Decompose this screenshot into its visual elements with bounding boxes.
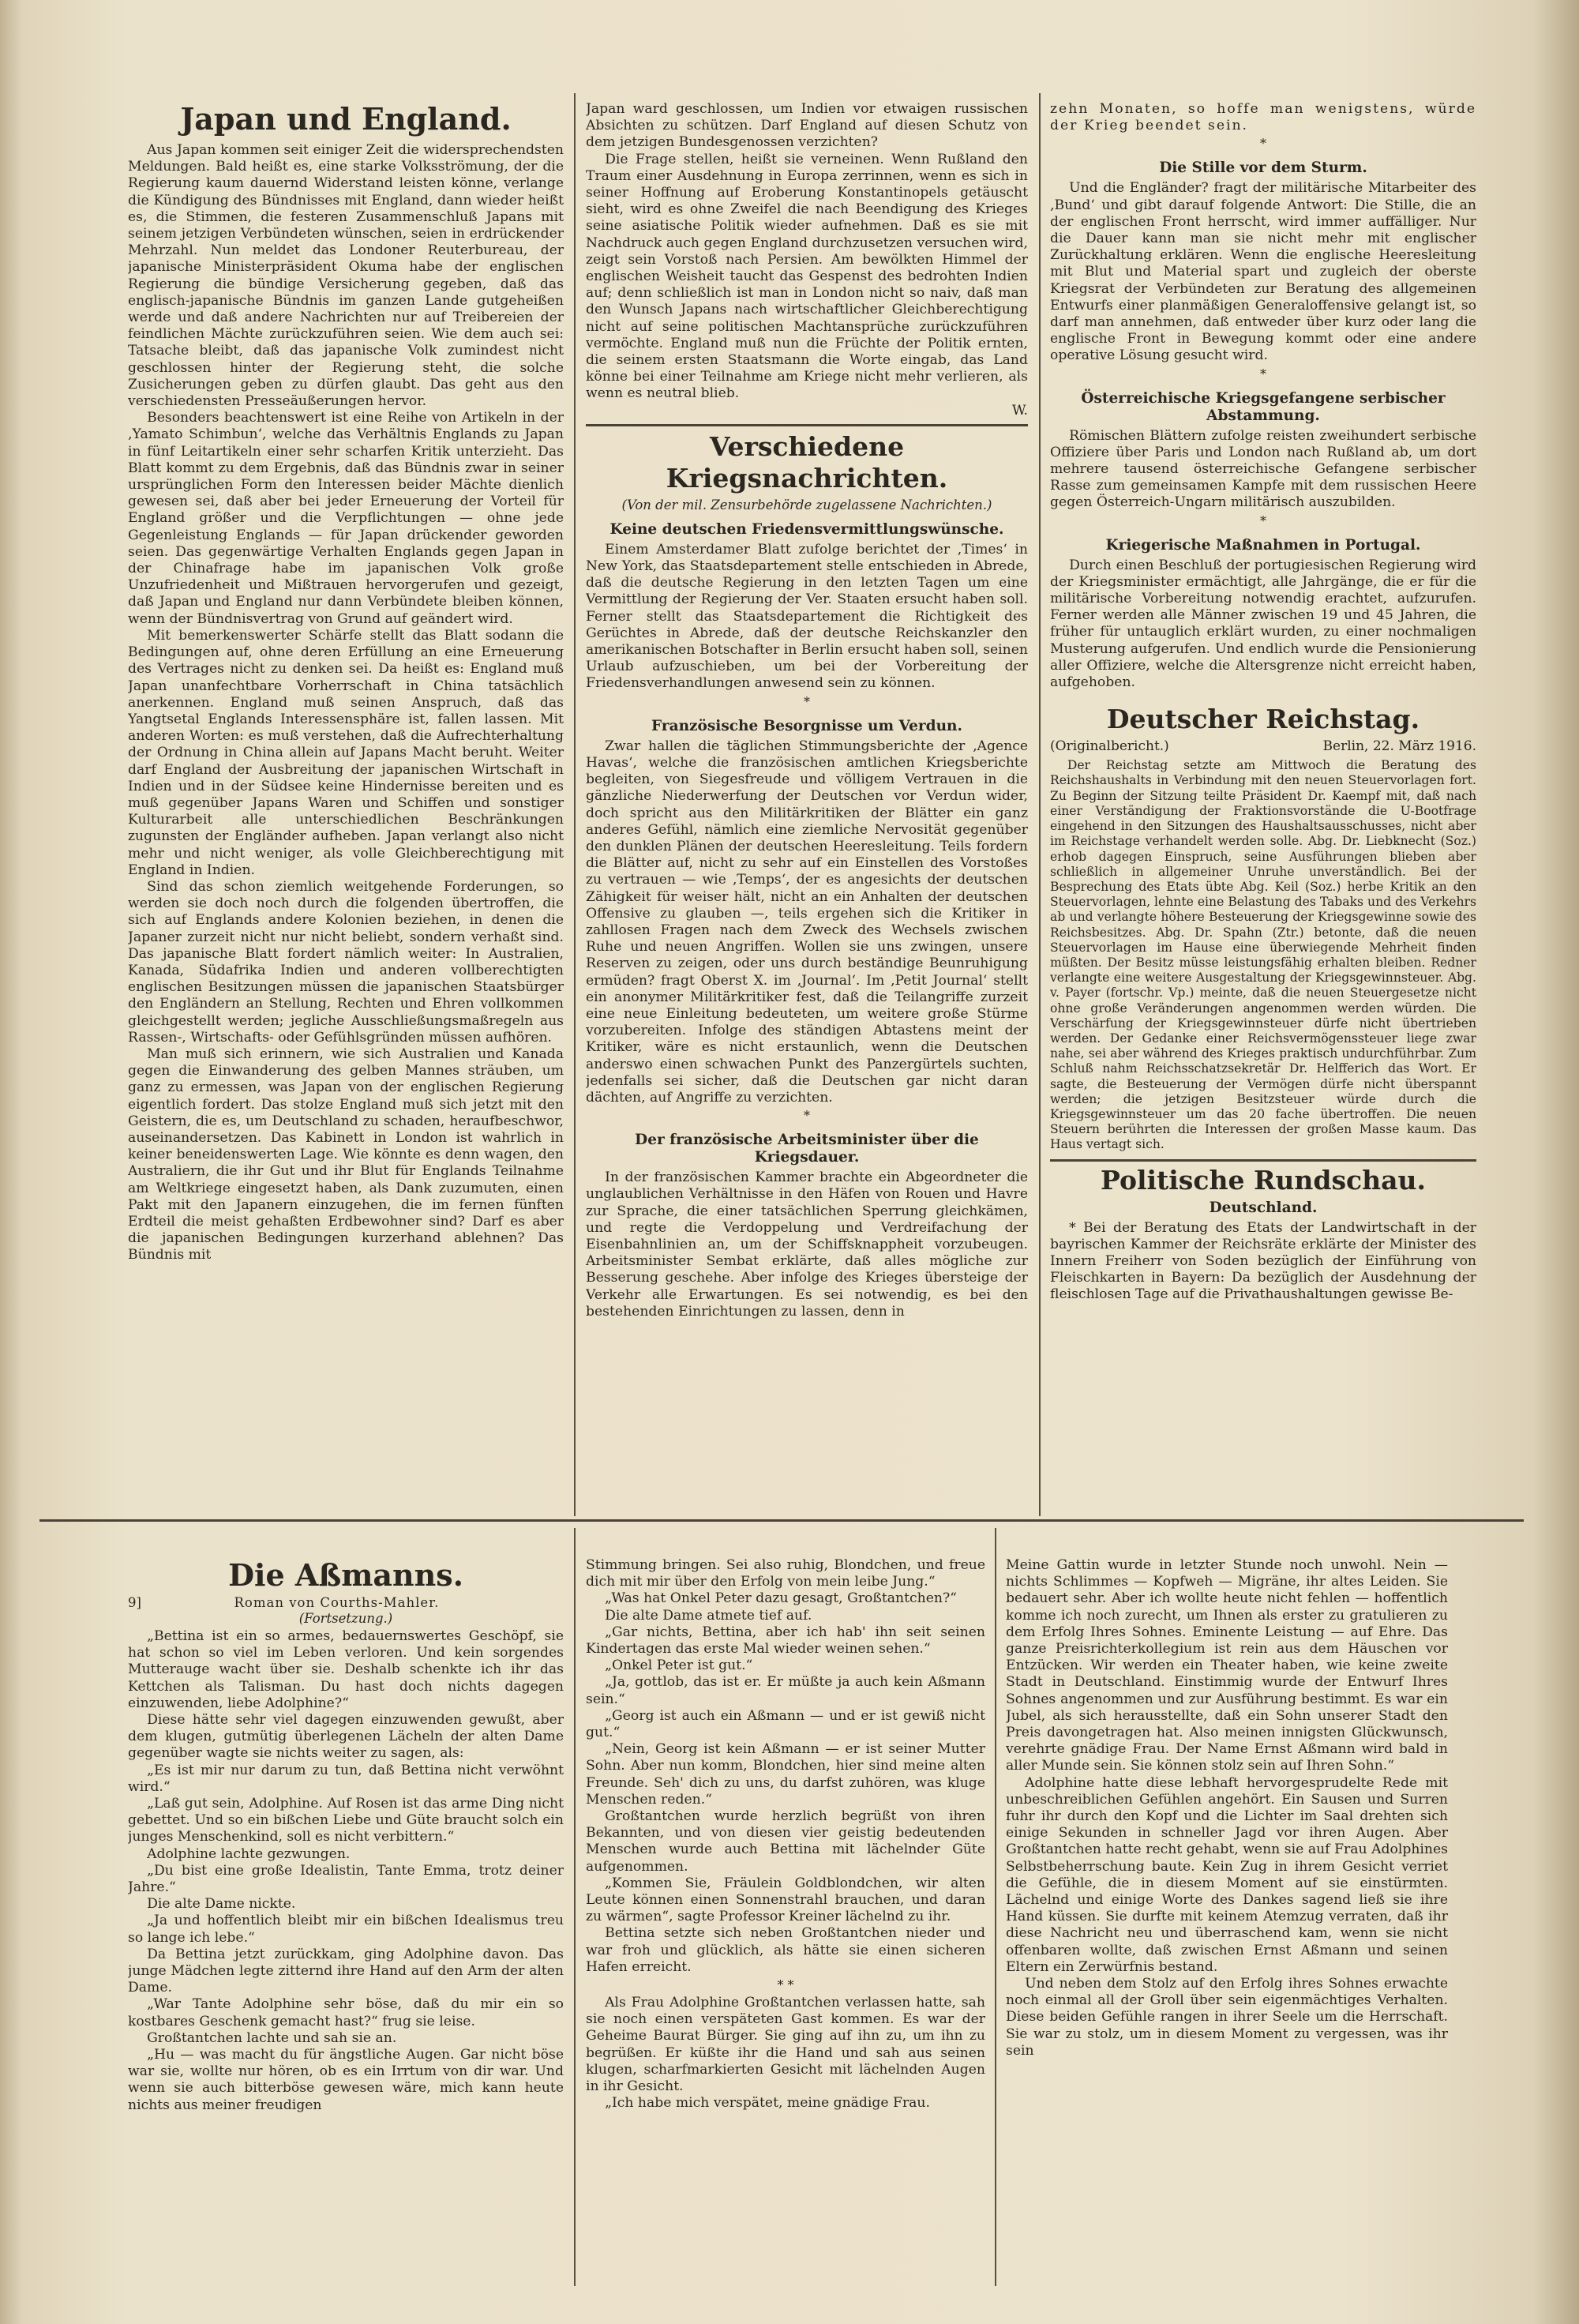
article-paragraph: Besonders beachtenswert ist eine Reihe von Artikeln in der ‚Yamato Schimbun‘, welche das Verhältnis Englands zu Japan in fünf Leitartikeln einer sehr scharfen Kritik unterzieht. Das Blatt kommt zu dem Ergebnis, daß das Bündnis zwar in seiner ursprünglichen Form den Interessen beider Mächte dienlich gewesen sei, daß aber bei jeder Erneuerung der Vorteil für England größer und die Verpflichtungen — ohne jede Gegenleistung Englands — für Japan drückender geworden seien. Das gegenwärtige Verhalten Englands gegen Japan in der Chinafrage habe im japanischen Volk große Unzufriedenheit und Mißtrauen hervorgerufen und gezeigt, daß Japan und England nur dann Verbündete bleiben können, wenn der Bündnisvertrag von Grund auf geändert wird. — [128, 410, 564, 627]
article-paragraph: Zwar hallen die täglichen Stimmungsberichte der ‚Agence Havas‘, welche die französischen amtlichen Kriegsberichte begleiten, von Siegesfreude und völligem Vertrauen in die gänzliche Niederwerfung der Deutschen vor Verdun wider, doch spricht aus den Militärkritiken der Blätter ein ganz anderes Gefühl, nämlich eine ziemliche Nervosität gegenüber den dunklen Plänen der deutschen Heeresleitung. Teils fordern die Blätter auf, nicht zu sehr auf ein Einstellen des Vorstoßes zu vertrauen — wie ‚Temps‘, der es angesichts der deutschen Zähigkeit für weiser hält, nicht an ein Anhalten der deutschen Offensive zu glauben —, teils ergehen sich die Kritiker in zahllosen Fragen nach dem Zweck des Wechsels zwischen Ruhe und neuen Angriffen. Wollen sie uns zwingen, unsere Reserven zu zeigen, oder uns durch beständige Beunruhigung ermüden? fragt Oberst X. im ‚Journal‘. Im ‚Petit Journal‘ stellt ein anonymer Militärkritiker fest, daß die Teilangriffe zurzeit eine neue Einleitung bedeuteten, um weitere große Stürme vorzubereiten. Infolge des ständigen Abtastens meint der Kritiker, wäre es nicht erstaunlich, wenn die Deutschen anderswo einen schwachen Punkt des Panzergürtels suchten, jedenfalls sei sicher, daß die Deutschen gar nicht daran dächten, auf Angriffe zu verzichten. — [586, 738, 1028, 1106]
novel-paragraph: „Nein, Georg ist kein Aßmann — er ist seiner Mutter Sohn. Aber nun komm, Blondchen, hier sind meine alten Freunde. Seh' dich zu uns, du darfst zuhören, was kluge Menschen reden.“ — [586, 1741, 985, 1808]
section-rule — [586, 424, 1028, 426]
separator-stars: * * — [777, 1977, 794, 1993]
separator-star: * — [1260, 512, 1266, 528]
column-japan-england — [128, 101, 564, 1515]
subsection-title: Deutschland. — [1209, 1199, 1318, 1216]
novel-paragraph: „Du bist eine große Idealistin, Tante Emma, trotz deiner Jahre.“ — [128, 1862, 564, 1896]
novel-paragraph: „Ja, gottlob, das ist er. Er müßte ja auch kein Aßmann sein.“ — [586, 1674, 985, 1707]
section-title: Politische Rundschau. — [1101, 1164, 1426, 1196]
separator-star: * — [804, 693, 810, 709]
column-war-news — [586, 101, 1028, 1515]
novel-paragraph: Adolphine lachte gezwungen. — [147, 1845, 351, 1862]
article-paragraph: In der französischen Kammer brachte ein Abgeordneter die unglaublichen Verhältnisse in den Häfen von Rouen und Havre zur Sprache, die einer tatsächlichen Sperrung gleichkämen, und regte die Verdoppelung und Verdreifachung der Eisenbahnlinien an, um der Schiffsknappheit vorzubeugen. Arbeitsminister Sembat erklärte, daß alles mögliche zur Besserung geschehe. Aber infolge des Krieges übersteige der Verkehr alle Erwartungen. Es sei notwendig, es bei den bestehenden Einrichtungen zu lassen, denn in — [586, 1170, 1028, 1320]
feuilleton-rule — [39, 1519, 1524, 1522]
article-paragraph: Japan ward geschlossen, um Indien vor etwaigen russischen Absichten zu schützen. Darf England auf diesen Schutz von dem jetzigen Bundesgenossen verzichten? — [586, 101, 1028, 151]
original-report-note: (Originalbericht.) — [1050, 738, 1169, 755]
novel-header — [128, 1595, 564, 1611]
novel-paragraph: Die alte Dame atmete tief auf. — [605, 1607, 812, 1624]
novel-paragraph: Die alte Dame nickte. — [147, 1896, 296, 1913]
article-paragraph: Durch einen Beschluß der portugiesischen Regierung wird der Kriegsminister ermächtigt, alle Jahrgänge, die er für die militärische Vorbereitung notwendig erachtet, aufzurufen. Ferner werden alle Männer zwischen 19 und 45 Jahren, die früher für untauglich erklärt wurden, zu einer nochmaligen Musterung aufgerufen. Und endlich wurde die Pensionierung aller Offiziere, welche die Altersgrenze nicht erreicht haben, aufgehoben. — [1050, 557, 1476, 691]
column-rule-4 — [995, 1528, 996, 2286]
novel-paragraph: „Es ist mir nur darum zu tun, daß Bettina nicht verwöhnt wird.“ — [128, 1762, 564, 1795]
novel-paragraph: Und neben dem Stolz auf den Erfolg ihres Sohnes erwachte noch einmal all der Groll über sein eigenmächtiges Verhalten. Diese beiden Gefühle rangen in ihrer Seele um die Herrschaft. Sie war zu stolz, um in diesem Moment zu vergessen, was ihr sein — [1006, 1976, 1448, 2059]
article-paragraph: Aus Japan kommen seit einiger Zeit die widersprechendsten Meldungen. Bald heißt es, eine starke Volksströmung, der die Regierung kaum dauernd Widerstand leisten könne, verlange die Kündigung des Bündnisses mit England, dann wieder heißt es, die Stimmen, die festeren Zusammenschluß Japans mit seinem jetzigen Verbündeten wünschen, seien in erdrückender Mehrzahl. Nun meldet das Londoner Reuterbureau, der japanische Ministerpräsident Okuma habe der englischen Regierung die bündige Versicherung gegeben, daß das englisch-japanische Bündnis im ganzen Lande gutgeheißen werde und daß andere Nachrichten nur auf Treibereien der feindlichen Mächte zurückzuführen seien. Wie dem auch sei: Tatsache bleibt, daß das japanische Volk zumindest nicht geschlossen hinter der Regierung steht, die solche Zusicherungen geben zu dürfen glaubt. Das geht aus den verschiedensten Presseäußerungen hervor. — [128, 142, 564, 410]
article-paragraph: Sind das schon ziemlich weitgehende Forderungen, so werden sie doch noch durch die folgenden übertroffen, die sich auf Englands andere Kolonien beziehen, in denen die Japaner zurzeit nicht nur nicht beliebt, sondern verhaßt sind. Das japanische Blatt fordert nämlich weiter: In Australien, Kanada, Südafrika Indien und anderen vollberechtigten englischen Besitzungen müssen die japanischen Staatsbürger den Engländern an Stellung, Rechten und Ehren vollkommen gleichgestellt werden; jegliche Ausschließungsmaßregeln aus Rassen-, Wirtschafts- oder Gefühlsgründen müssen aufhören. — [128, 878, 564, 1046]
novel-column-a — [128, 1557, 564, 2284]
dateline — [1050, 738, 1476, 755]
novel-paragraph: Diese hätte sehr viel dagegen einzuwenden gewußt, aber dem klugen, gutmütig überlegenen Lächeln der alten Dame gegenüber wagte sie nichts weiter zu sagen, als: — [128, 1712, 564, 1762]
novel-paragraph: Bettina setzte sich neben Großtantchen nieder und war froh und glücklich, als hätte sie einen sicheren Hafen erreicht. — [586, 1925, 985, 1975]
novel-column-b — [586, 1557, 985, 2284]
novel-title: Die Aßmanns. — [228, 1557, 463, 1593]
novel-paragraph: Stimmung bringen. Sei also ruhig, Blondchen, und freue dich mit mir über den Erfolg von mein leibe Jung.“ — [586, 1557, 985, 1590]
novel-paragraph: „Gar nichts, Bettina, aber ich hab' ihn seit seinen Kindertagen das erste Mal wieder weinen sehen.“ — [586, 1624, 985, 1658]
separator-star: * — [804, 1108, 810, 1124]
article-title: Keine deutschen Friedensvermittlungswünsche. — [609, 520, 1004, 538]
article-paragraph: Römischen Blättern zufolge reisten zweihundert serbische Offiziere über Paris und London nach Rußland ab, um dort mehrere tausend österreichische Gefangene serbischer Rasse zum gemeinsamen Kampfe mit dem russischen Heere gegen Österreich-Ungarn militärisch auszubilden. — [1050, 427, 1476, 511]
novel-paragraph: Da Bettina jetzt zurückkam, ging Adolphine davon. Das junge Mädchen legte zitternd ihre Hand auf den Arm der alten Dame. — [128, 1946, 564, 1996]
article-paragraph: Mit bemerkenswerter Schärfe stellt das Blatt sodann die Bedingungen auf, ohne deren Erfüllung an eine Erneuerung des Vertrages nicht zu denken sei. Da heißt es: England muß Japan unanfechtbare Vorherrschaft in China tatsächlich anerkennen. England muß seinen Anspruch, daß das Yangtsetal Englands Interessensphäre ist, fallen lassen. Mit anderen Worten: es muß verstehen, daß die Aufrechterhaltung der Ordnung in China allein auf Japans Macht beruht. Weiter darf England der Ausbreitung der japanischen Wirtschaft in Indien und in der Südsee keine Hindernisse bereiten und es muß gegenüber Japans Waren und Schiffen und sonstiger Kulturarbeit alle unterschiedlichen Beschränkungen zugunsten der Engländer aufheben. Japan verlangt also nicht mehr und nicht weniger, als volle Gleichberechtigung mit England in Indien. — [128, 627, 564, 878]
novel-paragraph: Großtantchen wurde herzlich begrüßt von ihren Bekannten, und von diesen vier geistig bedeutenden Menschen wurde auch Bettina mit lächelnder Güte aufgenommen. — [586, 1808, 985, 1875]
article-paragraph: Und die Engländer? fragt der militärische Mitarbeiter des ‚Bund‘ und gibt darauf folgende Antwort: Die Stille, die an der englischen Front herrscht, wird immer auffälliger. Nur die Dauer kann man sie nicht mehr mit englischer Zurückhaltung erklären. Wenn die englische Heeresleitung mit Blut und Material spart und zugleich der oberste Kriegsrat der Verbündeten zur Beratung des allgemeinen Entwurfs einer planmäßigen Generaloffensive gelangt ist, so darf man annehmen, daß entweder über kurz oder lang die englische Front in Bewegung kommt oder eine andere operative Lösung gesucht wird. — [1050, 180, 1476, 364]
article-title: Japan und England. — [180, 101, 512, 137]
article-paragraph: zehn Monaten, so hoffe man wenigstens, würde der Krieg beendet sein. — [1050, 101, 1476, 134]
continuation-note: (Fortsetzung.) — [298, 1611, 393, 1626]
novel-paragraph: „Hu — was macht du für ängstliche Augen. Gar nicht böse war sie, wollte nur hören, ob es ein Irrtum von dir war. Und wenn sie auch bitterböse gewesen wäre, mich kann heute nichts aus meiner freudigen — [128, 2047, 564, 2113]
column-rule-3 — [574, 1528, 576, 2286]
section-note: (Von der mil. Zensurbehörde zugelassene Nachrichten.) — [621, 497, 992, 512]
column-reichstag — [1050, 101, 1476, 1515]
page-shadow-right — [1533, 0, 1579, 2324]
article-title: Französische Besorgnisse um Verdun. — [651, 717, 962, 734]
novel-column-c — [1006, 1557, 1448, 2284]
novel-byline: Roman von Courths-Mahler. — [234, 1595, 440, 1610]
article-title: Österreichische Kriegsgefangene serbischer Abstammung. — [1081, 389, 1446, 424]
section-title: Verschiedene Kriegsnachrichten. — [666, 430, 948, 494]
article-title: Kriegerische Maßnahmen in Portugal. — [1105, 536, 1421, 554]
article-paragraph: Die Frage stellen, heißt sie verneinen. Wenn Rußland den Traum einer Ausdehnung in Europa zerrinnen, wenn es sich in seiner Hoffnung auf Eroberung Konstantinopels getäuscht sieht, wird es ohne Zweifel die nach Beendigung des Krieges seine asiatische Politik wieder aufnehmen. Daß es sie mit Nachdruck auch gegen England durchzusetzen versuchen wird, zeigt sein Vorstoß nach Persien. Am bewölkten Himmel der englischen Weisheit taucht das Gespenst des bedrohten Indien auf; denn schließlich ist man in London nicht so naiv, daß man den Wunsch Japans nach wirtschaftlicher Gleichberechtigung nicht auf seine politischen Machtansprüche zurückzuführen vermöchte. England muß nun die Früchte der Politik ernten, die seinem ersten Staatsmann die Worte eingab, das Land könne bei einer Teilnahme am Kriege nicht mehr verlieren, als wenn es neutral blieb. — [586, 151, 1028, 402]
author-signature: W. — [1011, 402, 1028, 419]
novel-paragraph: „Onkel Peter ist gut.“ — [605, 1658, 753, 1674]
page-shadow-left — [0, 0, 22, 2324]
novel-paragraph: „Ja und hoffentlich bleibt mir ein bißchen Idealismus treu so lange ich lebe.“ — [128, 1913, 564, 1946]
separator-star: * — [1260, 366, 1266, 381]
novel-paragraph: „Bettina ist ein so armes, bedauernswertes Geschöpf, sie hat schon so viel im Leben verloren. Und kein sorgendes Mutterauge wacht über sie. Deshalb schenkte ich ihr das Kettchen als Talisman. Du hast doch nichts dagegen einzuwenden, liebe Adolphine?“ — [128, 1628, 564, 1711]
article-paragraph: Man muß sich erinnern, wie sich Australien und Kanada gegen die Einwanderung des gelben Mannes sträuben, um ganz zu ermessen, was Japan von der englischen Regierung eigentlich fordert. Das stolze England muß sich jetzt mit den Geistern, die es, um Deutschland zu schaden, heraufbeschwor, auseinandersetzen. Das Kabinett in London ist wahrlich in keiner beneidenswerten Lage. Wie könnte es denn wagen, den Australiern, die ihr Gut und ihr Blut für Englands Teilnahme am Weltkriege eingesetzt haben, als Dank zuzumuten, einen Pakt mit den Japanern einzugehen, die im fernen fünften Erdteil die meist gehaßten Erdbewohner sind? Darf es aber die japanischen Bedingungen kurzerhand ablehnen? Das Bündnis mit — [128, 1046, 564, 1263]
novel-paragraph: „Georg ist auch ein Aßmann — und er ist gewiß nicht gut.“ — [586, 1707, 985, 1741]
section-title: Deutscher Reichstag. — [1106, 704, 1420, 735]
novel-paragraph: „War Tante Adolphine sehr böse, daß du mir ein so kostbares Geschenk gemacht hast?“ frug sie leise. — [128, 1996, 564, 2029]
novel-paragraph: „Laß gut sein, Adolphine. Auf Rosen ist das arme Ding nicht gebettet. Und so ein bißchen Liebe und Güte braucht solch ein junges Menschenkind, soll es nicht verbittern.“ — [128, 1796, 564, 1845]
article-paragraph: Der Reichstag setzte am Mittwoch die Beratung des Reichshaushalts in Verbindung mit den neuen Steuervorlagen fort. Zu Beginn der Sitzung teilte Präsident Dr. Kaempf mit, daß nach einer Verständigung der Fraktionsvorstände die U-Bootfrage eingehend in den Sitzungen des Haushaltsausschusses, nicht aber im Reichstage verhandelt werden solle. Abg. Dr. Liebknecht (Soz.) erhob dagegen Einspruch, seine Ausführungen blieben aber schließlich in allgemeiner Unruhe unverständlich. Bei der Besprechung des Etats übte Abg. Keil (Soz.) herbe Kritik an den Steuervorlagen, lehnte eine Belastung des Tabaks und des Verkehrs ab und verlangte höhere Besteuerung der Kriegsgewinne sowie des Reichsbesitzes. Abg. Dr. Spahn (Ztr.) betonte, daß die neuen Steuervorlagen im Hause eine überwiegende Mehrheit finden müßten. Der Besitz müsse leistungsfähig erhalten bleiben. Redner verlangte eine weitere Ausgestaltung der Kriegsgewinnsteuer. Abg. v. Payer (fortschr. Vp.) meinte, daß die neuen Steuergesetze nicht ohne große Veränderungen angenommen werden würden. Die Verschärfung der Kriegsgewinnsteuer dürfe nicht übertrieben werden. Der Gedanke einer Reichsvermögenssteuer liege zwar nahe, sei aber während des Krieges praktisch undurchführbar. Zum Schluß nahm Reichsschatzsekretär Dr. Helfferich das Wort. Er sagte, die Besteuerung der Vermögen dürfe nicht überspannt werden; die jetzigen Besitzsteuer würde durch die Kriegsgewinnsteuer um das 20 fache übertroffen. Die neuen Steuern berührten die Interessen der großen Masse kaum. Das Haus vertagt sich. — [1050, 758, 1476, 1152]
column-rule-1 — [574, 93, 576, 1516]
novel-paragraph: Als Frau Adolphine Großtantchen verlassen hatte, sah sie noch einen verspäteten Gast kommen. Es war der Geheime Baurat Bürger. Sie ging auf ihn zu, um ihn zu begrüßen. Er küßte ihr die Hand und sah aus seinen klugen, scharfmarkierten Gesicht mit lächelnden Augen in ihr Gesicht. — [586, 1995, 985, 2095]
novel-paragraph: „Kommen Sie, Fräulein Goldblondchen, wir alten Leute können einen Sonnenstrahl brauchen, und daran zu wärmen“, sagte Professor Kreiner lächelnd zu ihr. — [586, 1875, 985, 1925]
article-title: Die Stille vor dem Sturm. — [1159, 160, 1367, 177]
section-rule — [1050, 1159, 1476, 1162]
article-paragraph: Einem Amsterdamer Blatt zufolge berichtet der ‚Times‘ in New York, das Staatsdepartement stelle entschieden in Abrede, daß die deutsche Regierung in den letzten Tagen um eine Vermittlung der Regierung der Ver. Staaten ersucht haben soll. Ferner stellt das Staatsdepartement die Richtigkeit des Gerüchtes in Abrede, daß der deutsche Reichskanzler den amerikanischen Botschafter in Berlin ersucht haben soll, seinen Urlaub aufzuschieben, um bei der Vorbereitung der Friedensverhandlungen anwesend sein zu können. — [586, 541, 1028, 692]
novel-paragraph: „Was hat Onkel Peter dazu gesagt, Großtantchen?“ — [605, 1590, 957, 1607]
installment-number: 9] — [128, 1595, 141, 1610]
column-rule-2 — [1039, 93, 1041, 1516]
article-title: Der französische Arbeitsminister über die Kriegsdauer. — [635, 1132, 979, 1166]
novel-paragraph: Meine Gattin wurde in letzter Stunde noch unwohl. Nein — nichts Schlimmes — Kopfweh — Migräne, ihr altes Leiden. Sie bedauert sehr. Aber ich wollte heute nicht fehlen — hoffentlich komme ich noch zurecht, um Ihnen als erster zu gratulieren zu dem Erfolg Ihres Sohnes. Eminente Leistung — auf Ehre. Das ganze Preisrichterkollegium ist rein aus dem Häuschen vor Entzücken. Wir werden ein Theater haben, wie keine zweite Stadt in Deutschland. Einstimmig wurde der Entwurf Ihres Sohnes angenommen und zur Ausführung bestimmt. Es war ein Jubel, als sich herausstellte, daß ein Sohn unserer Stadt den Preis davongetragen hat. Also meinen innigsten Glückwunsch, verehrte gnädige Frau. Der Name Ernst Aßmann wird bald in aller Munde sein. Sie können stolz sein auf Ihren Sohn.“ — [1006, 1557, 1448, 1774]
article-paragraph: * Bei der Beratung des Etats der Landwirtschaft in der bayrischen Kammer der Reichsräte erklärte der Minister des Innern Freiherr von Soden bezüglich der Einführung von Fleischkarten in Bayern: Da bezüglich der Ausdehnung der fleischlosen Tage auf die Privathaushaltungen gewisse Be- — [1050, 1219, 1476, 1303]
novel-paragraph: Großtantchen lachte und sah sie an. — [147, 2029, 397, 2046]
novel-paragraph: „Ich habe mich verspätet, meine gnädige Frau. — [605, 2095, 930, 2112]
separator-star: * — [1260, 136, 1266, 152]
novel-paragraph: Adolphine hatte diese lebhaft hervorgesprudelte Rede mit unbeschreiblichen Gefühlen angehört. Ein Sausen und Surren fuhr ihr durch den Kopf und die Lichter im Saal drehten sich einige Sekunden in schneller Jagd vor ihren Augen. Aber Großtantchen hatte recht gehabt, wenn sie auf Frau Adolphines Selbstbeherrschung baute. Kein Zug in ihrem Gesicht verriet die Gefühle, die in diesem Moment auf sie einstürmten. Lächelnd und einige Worte des Dankes sagend ließ sie ihre Hand küssen. Sie durfte mit keinem Atemzug verraten, daß ihr diese Nachricht neu und überraschend kam, wenn sie nicht offenbaren wollte, daß zwischen Ernst Aßmann und seinen Eltern ein Zerwürfnis bestand. — [1006, 1774, 1448, 1975]
date-place: Berlin, 22. März 1916. — [1322, 738, 1476, 755]
